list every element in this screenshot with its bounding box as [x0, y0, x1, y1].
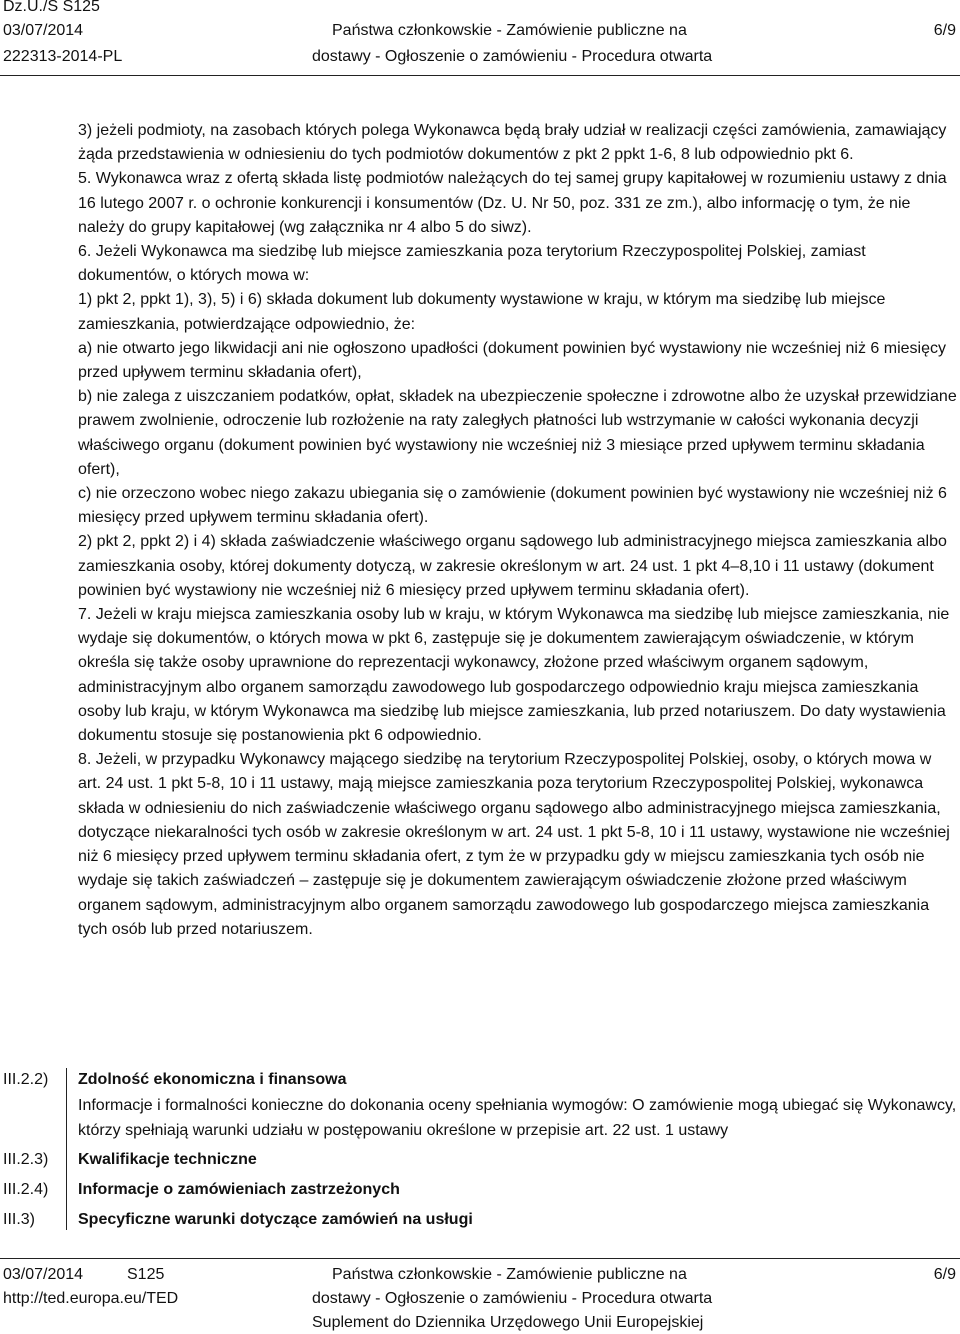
footer-title-line3: Suplement do Dziennika Urzędowego Unii Europejskiej [312, 1314, 704, 1331]
footer-issue: S125 [127, 1266, 165, 1283]
body-text [78, 119, 958, 942]
header-title-line2: dostawy - Ogłoszenie o zamówieniu - Procedura otwarta [312, 48, 713, 65]
footer-divider [0, 1258, 960, 1259]
paragraph: 3) jeżeli podmioty, na zasobach których polega Wykonawca będą brały udział w realizacji części zamówienia, zamawiający żąda przedstawienia w odniesieniu do tych podmiotów dokumentów z pkt 2 ppkt 1-6, 8 lub odpowiednio pkt 6. [78, 122, 947, 164]
paragraph: c) nie orzeczono wobec niego zakazu ubiegania się o zamówienie (dokument powinien być wystawiony nie wcześniej niż 6 miesięcy przed upływem terminu składania ofert). [78, 485, 947, 527]
paragraph: 6. Jeżeli Wykonawca ma siedzibę lub miejsce zamieszkania poza terytorium Rzeczypospolitej Polskiej, zamiast dokumentów, o których mowa w: [78, 243, 866, 285]
paragraph: 7. Jeżeli w kraju miejsca zamieszkania osoby lub w kraju, w którym Wykonawca ma siedzibę lub miejsce zamieszkania, nie wydaje się dokumentów, o których mowa w pkt 6, zastępuje się je dokumentem zawierającym oświadczenie, w którym określa się także osoby uprawnione do reprezentacji wykonawcy, złożone przed właściwym organem sądowym, administracyjnym albo organem samorządu zawodowego lub gospodarczego odpowiednio kraju miejsca zamieszkania osoby lub kraju, w którym Wykonawca ma siedzibę lub miejsce zamieszkania, lub przed notariuszem. Do daty wystawienia dokumentu stosuje się postanowienia pkt 6 odpowiednio. [78, 606, 950, 745]
footer-url: http://ted.europa.eu/TED [3, 1290, 179, 1307]
header-title-line1: Państwa członkowskie - Zamówienie publiczne na [332, 22, 687, 39]
section-title: Zdolność ekonomiczna i finansowa [78, 1071, 347, 1088]
section-label: III.2.4) [3, 1181, 49, 1198]
header-date: 03/07/2014 [3, 22, 84, 39]
section-title: Informacje o zamówieniach zastrzeżonych [78, 1181, 400, 1198]
paragraph: 2) pkt 2, ppkt 2) i 4) składa zaświadczenie właściwego organu sądowego lub administracyjnego miejsca zamieszkania albo zamieszkania osoby, której dokumenty dotyczą, w zakresie określonym w art. 24 ust. 1 pkt 4–8,10 i 11 ustawy (dokument powinien być wystawiony nie wcześniej niż 6 miesięcy przed upływem terminu składania ofert). [78, 533, 947, 599]
section-title: Kwalifikacje techniczne [78, 1151, 257, 1168]
section-margin-line [66, 1068, 67, 1230]
section-text: Informacje i formalności konieczne do dokonania oceny spełniania wymogów: O zamówienie mogą ubiegać się Wykonawcy, którzy spełniają warunki udziału w postępowaniu określone w przepisie art. 22 ust. 1 ustawy [78, 1097, 957, 1139]
header-page-number: 6/9 [933, 22, 956, 39]
section-label: III.3) [3, 1211, 36, 1228]
footer-title-line1: Państwa członkowskie - Zamówienie publiczne na [332, 1266, 687, 1283]
paragraph: 5. Wykonawca wraz z ofertą składa listę podmiotów należących do tej samej grupy kapitałowej w rozumieniu ustawy z dnia 16 lutego 2007 r. o ochronie konkurencji i konsumentów (Dz. U. Nr 50, poz. 331 ze zm.), albo informację o tym, że nie należy do grupy kapitałowej (wg załącznika nr 4 albo 5 do siwz). [78, 170, 947, 236]
header-divider [0, 75, 960, 76]
footer-title-line2: dostawy - Ogłoszenie o zamówieniu - Procedura otwarta [312, 1290, 713, 1307]
section-label: III.2.3) [3, 1151, 49, 1168]
footer-date: 03/07/2014 [3, 1266, 84, 1283]
section-label: III.2.2) [3, 1071, 49, 1088]
journal-reference: Dz.U./S S125 [3, 0, 100, 15]
paragraph: a) nie otwarto jego likwidacji ani nie ogłoszono upadłości (dokument powinien być wystawiony nie wcześniej niż 6 miesięcy przed upływem terminu składania ofert), [78, 339, 946, 382]
paragraph: 1) pkt 2, ppkt 1), 3), 5) i 6) składa dokument lub dokumenty wystawione w kraju, w którym ma siedzibę lub miejsce zamieszkania, potwierdzające odpowiednio, że: [78, 291, 886, 333]
section-title: Specyficzne warunki dotyczące zamówień na usługi [78, 1211, 473, 1228]
paragraph: 8. Jeżeli, w przypadku Wykonawcy mającego siedzibę na terytorium Rzeczypospolitej Polskiej, osoby, o których mowa w art. 24 ust. 1 pkt 5-8, 10 i 11 ustawy, mają miejsce zamieszkania poza terytorium Rzeczypospolitej Polskiej, wykonawca składa w odniesieniu do nich zaświadczenie właściwego organu sądowego albo administracyjnego miejsca zamieszkania, dotyczące niekaralności tych osób w zakresie określonym w art. 24 ust. 1 pkt 5-8, 10 i 11 ustawy, wystawione nie wcześniej niż 6 miesięcy przed upływem terminu składania ofert, z tym że w przypadku gdy w miejscu zamieszkania tych osób nie wydaje się takich zaświadczeń – zastępuje się je dokumentem zawierającym oświadczenie złożone przed właściwym organem sądowym, administracyjnym albo organem samorządu zawodowego lub gospodarczego miejsca zamieszkania tych osób lub przed notariuszem. [78, 751, 950, 938]
paragraph: b) nie zalega z uiszczaniem podatków, opłat, składek na ubezpieczenie społeczne i zdrowotne albo że uzyskał przewidziane prawem zwolnienie, odroczenie lub rozłożenie na raty zaległych płatności lub wstrzymanie w całości wykonania decyzji właściwego organu (dokument powinien być wystawiony nie wcześniej niż 3 miesiące przed upływem terminu składania ofert), [78, 388, 957, 478]
notice-reference: 222313-2014-PL [3, 48, 123, 65]
footer-page-number: 6/9 [933, 1266, 956, 1283]
